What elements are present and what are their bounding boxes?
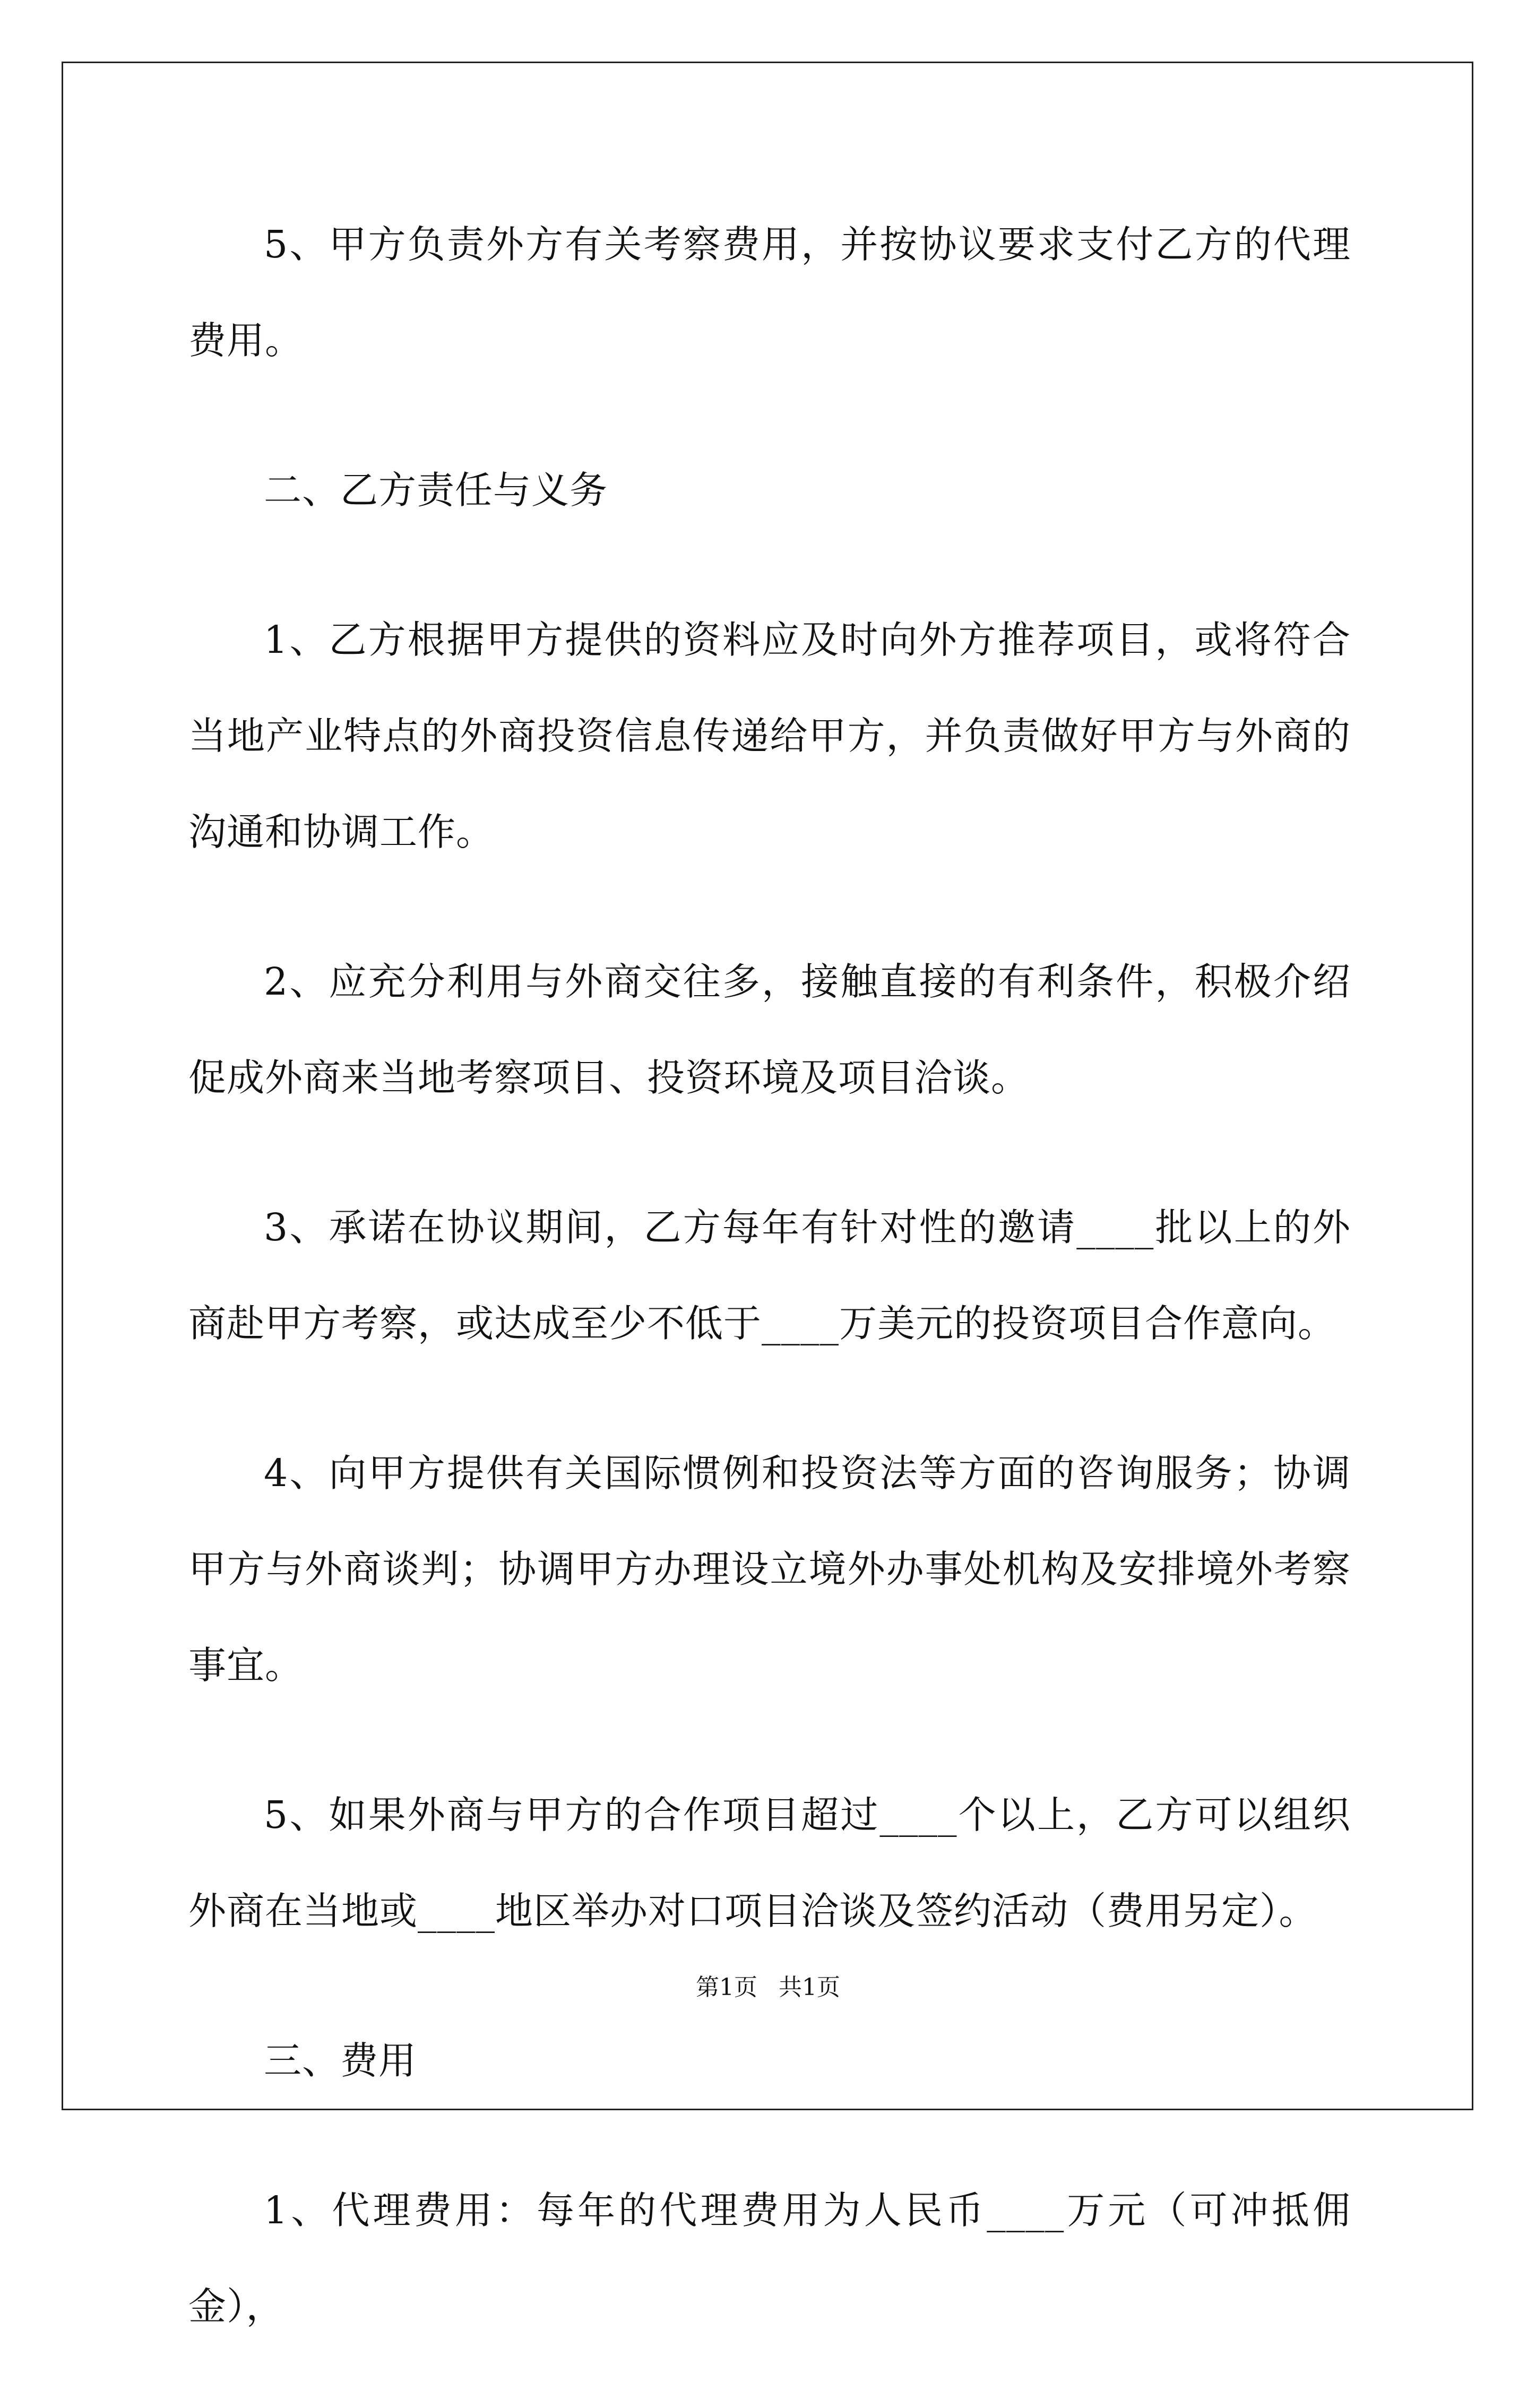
paragraph: 3、承诺在协议期间，乙方每年有针对性的邀请____批以上的外商赴甲方考察，或达成至少不低于____万美元的投资项目合作意向。: [188, 1205, 1351, 1345]
document-body: [188, 196, 1351, 2408]
paragraph: 1、乙方根据甲方提供的资料应及时向外方推荐项目，或将符合当地产业特点的外商投资信息传递给甲方，并负责做好甲方与外商的沟通和协调工作。: [188, 618, 1351, 854]
paragraph: 5、如果外商与甲方的合作项目超过____个以上，乙方可以组织外商在当地或____地区举办对口项目洽谈及签约活动（费用另定）。: [188, 1793, 1351, 1933]
section-heading: 二、乙方责任与义务: [264, 468, 608, 512]
paragraph: 4、向甲方提供有关国际惯例和投资法等方面的咨询服务；协调甲方与外商谈判；协调甲方办理设立境外办事处机构及安排境外考察事宜。: [188, 1451, 1351, 1687]
page-footer: [0, 1972, 1536, 2004]
page-number: 第1页: [696, 1974, 757, 2001]
paragraph: 1、代理费用：每年的代理费用为人民币____万元（可冲抵佣金），: [188, 2188, 1351, 2328]
section-heading: 三、费用: [264, 2039, 417, 2083]
paragraph: 2、应充分利用与外商交往多，接触直接的有利条件，积极介绍促成外商来当地考察项目、投资环境及项目洽谈。: [188, 960, 1351, 1100]
paragraph: 5、甲方负责外方有关考察费用，并按协议要求支付乙方的代理费用。: [188, 222, 1351, 363]
page-total: 共1页: [779, 1974, 840, 2001]
